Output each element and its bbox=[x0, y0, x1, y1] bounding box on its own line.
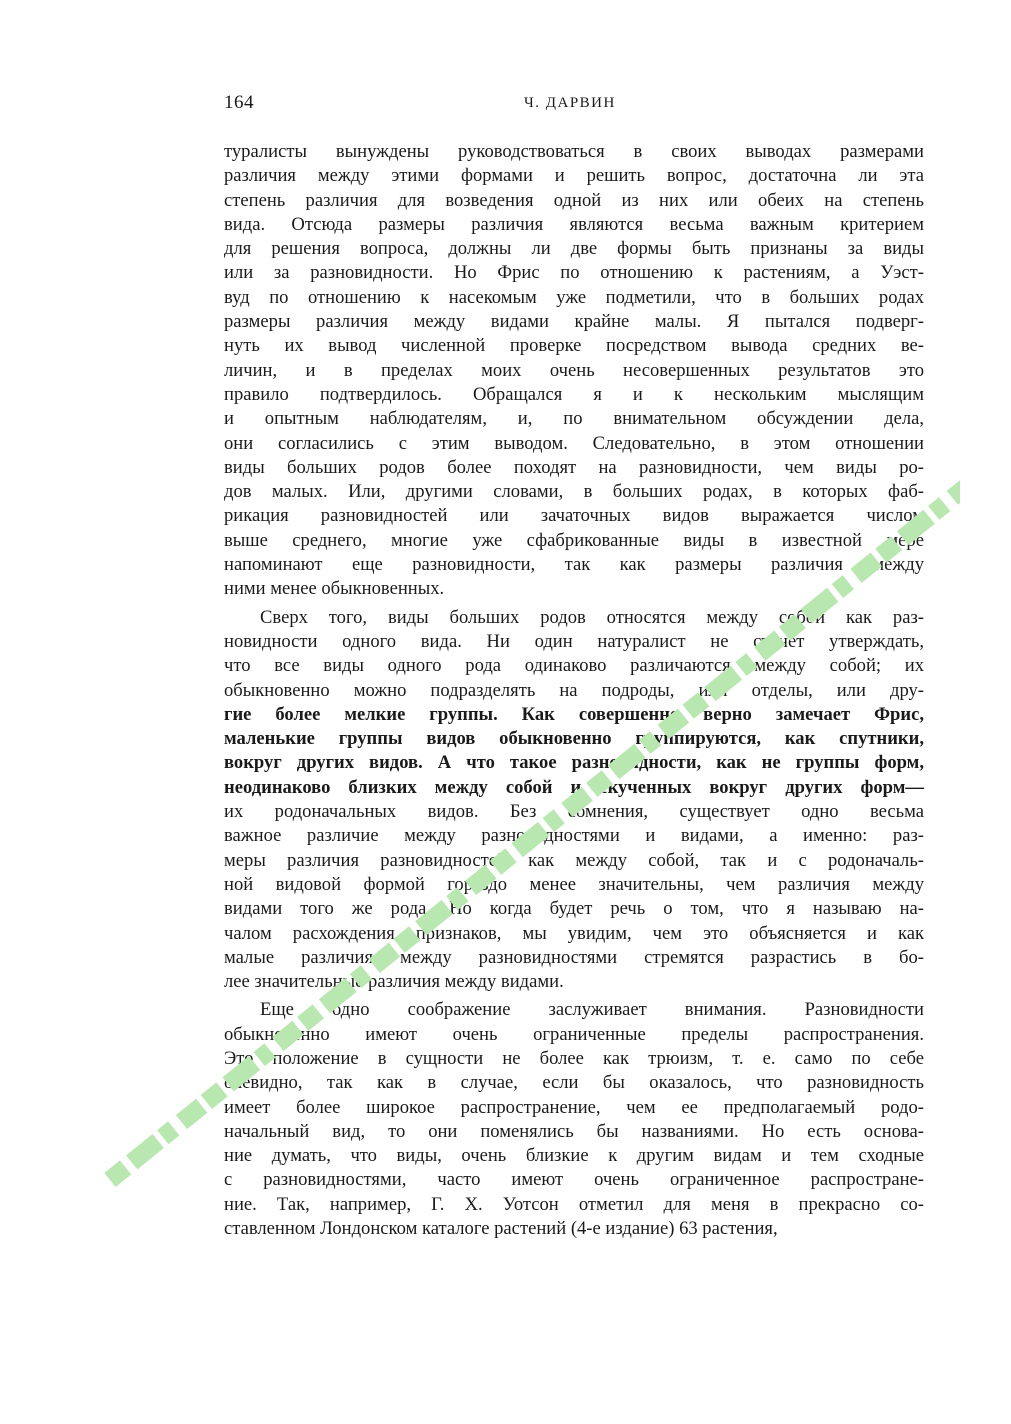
text-line: рикация разновидностей или зачаточных видов выражается числом bbox=[224, 505, 924, 527]
text-line: или за разновидности. Но Фрис по отношению к растениям, а Уэст- bbox=[224, 262, 924, 284]
text-line: Это положение в сущности не более как трюизм, т. е. само по себе bbox=[224, 1047, 924, 1069]
text-line: различия между этими формами и решить вопрос, достаточна ли эта bbox=[224, 165, 924, 187]
text-line: видами того же рода. Но когда будет речь о том, что я называю на- bbox=[224, 898, 924, 920]
text-line: очевидно, так как в случае, если бы оказалось, что разновидность bbox=[224, 1072, 924, 1094]
body-text bbox=[224, 140, 924, 1241]
text-line: напоминают еще разновидности, так как размеры различия между bbox=[224, 554, 924, 576]
text-line: вуд по отношению к насекомым уже подметили, что в больших родах bbox=[224, 286, 924, 308]
text-line: Сверх того, виды больших родов относятся между собой как раз- bbox=[260, 606, 924, 628]
text-line: они согласились с этим выводом. Следовательно, в этом отношении bbox=[224, 432, 924, 454]
paragraph bbox=[224, 140, 924, 602]
text-line: ставленном Лондонском каталоге растений (4-е издание) 63 растения, bbox=[224, 1218, 778, 1240]
text-line: выше среднего, многие уже сфабрикованные виды в известной мере bbox=[224, 529, 924, 551]
text-line: важное различие между разновидностями и видами, а именно: раз- bbox=[224, 825, 924, 847]
text-line: виды больших родов более походят на разновидности, чем виды ро- bbox=[224, 456, 924, 478]
text-line: лее значительные различия между видами. bbox=[224, 971, 564, 993]
text-line: ной видовой формой гораздо менее значительны, чем различия между bbox=[224, 873, 924, 895]
text-line: правило подтвердилось. Обращался я и к нескольким мыслящим bbox=[224, 383, 924, 405]
running-head: Ч. ДАРВИН bbox=[524, 95, 616, 111]
text-line: неодинаково близких между собой и скученных вокруг других форм— bbox=[224, 776, 924, 798]
text-line: ние. Так, например, Г. Х. Уотсон отметил для меня в прекрасно со- bbox=[224, 1193, 924, 1215]
text-line: вокруг других видов. А что такое разновидности, как не группы форм, bbox=[224, 752, 924, 774]
text-line: нуть их вывод численной проверке посредством вывода средних ве- bbox=[224, 335, 924, 357]
text-line: начальный вид, то они поменялись бы названиями. Но есть основа- bbox=[224, 1120, 924, 1142]
text-line: и опытным наблюдателям, и, по внимательном обсуждении дела, bbox=[224, 408, 924, 430]
text-line: размеры различия между видами крайне малы. Я пытался подверг- bbox=[224, 311, 924, 333]
text-line: что все виды одного рода одинаково различаются между собой; их bbox=[224, 655, 924, 677]
text-line: ними менее обыкновенных. bbox=[224, 578, 445, 600]
text-line: вида. Отсюда размеры различия являются весьма важным критерием bbox=[224, 213, 924, 235]
text-line: туралисты вынуждены руководствоваться в своих выводах размерами bbox=[224, 141, 924, 162]
text-line: чалом расхождения признаков, мы увидим, чем это объясняется и как bbox=[224, 922, 924, 944]
text-line: их родоначальных видов. Без сомнения, существует одно весьма bbox=[224, 801, 924, 823]
text-line: новидности одного вида. Ни один натуралист не станет утверждать, bbox=[224, 630, 924, 652]
text-line: с разновидностями, часто имеют очень ограниченное распростране- bbox=[224, 1169, 924, 1191]
page-number: 164 bbox=[224, 92, 254, 113]
text-line: гие более мелкие группы. Как совершенно верно замечает Фрис, bbox=[224, 703, 924, 725]
text-line: малые различия между разновидностями стремятся разрастись в бо- bbox=[224, 946, 924, 968]
text-line: обыкновенно имеют очень ограниченные пределы распространения. bbox=[224, 1023, 924, 1045]
text-line: для решения вопроса, должны ли две формы быть признаны за виды bbox=[224, 238, 924, 260]
text-line: имеет более широкое распространение, чем ее предполагаемый родо- bbox=[224, 1096, 924, 1118]
text-line: маленькие группы видов обыкновенно группируются, как спутники, bbox=[224, 728, 924, 750]
text-line: Еще одно соображение заслуживает внимания. Разновидности bbox=[260, 999, 924, 1021]
text-line: личин, и в пределах моих очень несовершенных результатов это bbox=[224, 359, 924, 381]
text-line: дов малых. Или, другими словами, в больших родах, в которых фаб- bbox=[224, 481, 924, 503]
paragraph bbox=[224, 606, 924, 995]
text-line: меры различия разновидностей как между собой, так и с родоначаль- bbox=[224, 849, 924, 871]
text-line: степень различия для возведения одной из них или обеих на степень bbox=[224, 189, 924, 211]
text-line: обыкновенно можно подразделять на подроды, или отделы, или дру- bbox=[224, 679, 924, 701]
text-line: ние думать, что виды, очень близкие к другим видам и тем сходные bbox=[224, 1145, 924, 1167]
paragraph bbox=[224, 998, 924, 1241]
